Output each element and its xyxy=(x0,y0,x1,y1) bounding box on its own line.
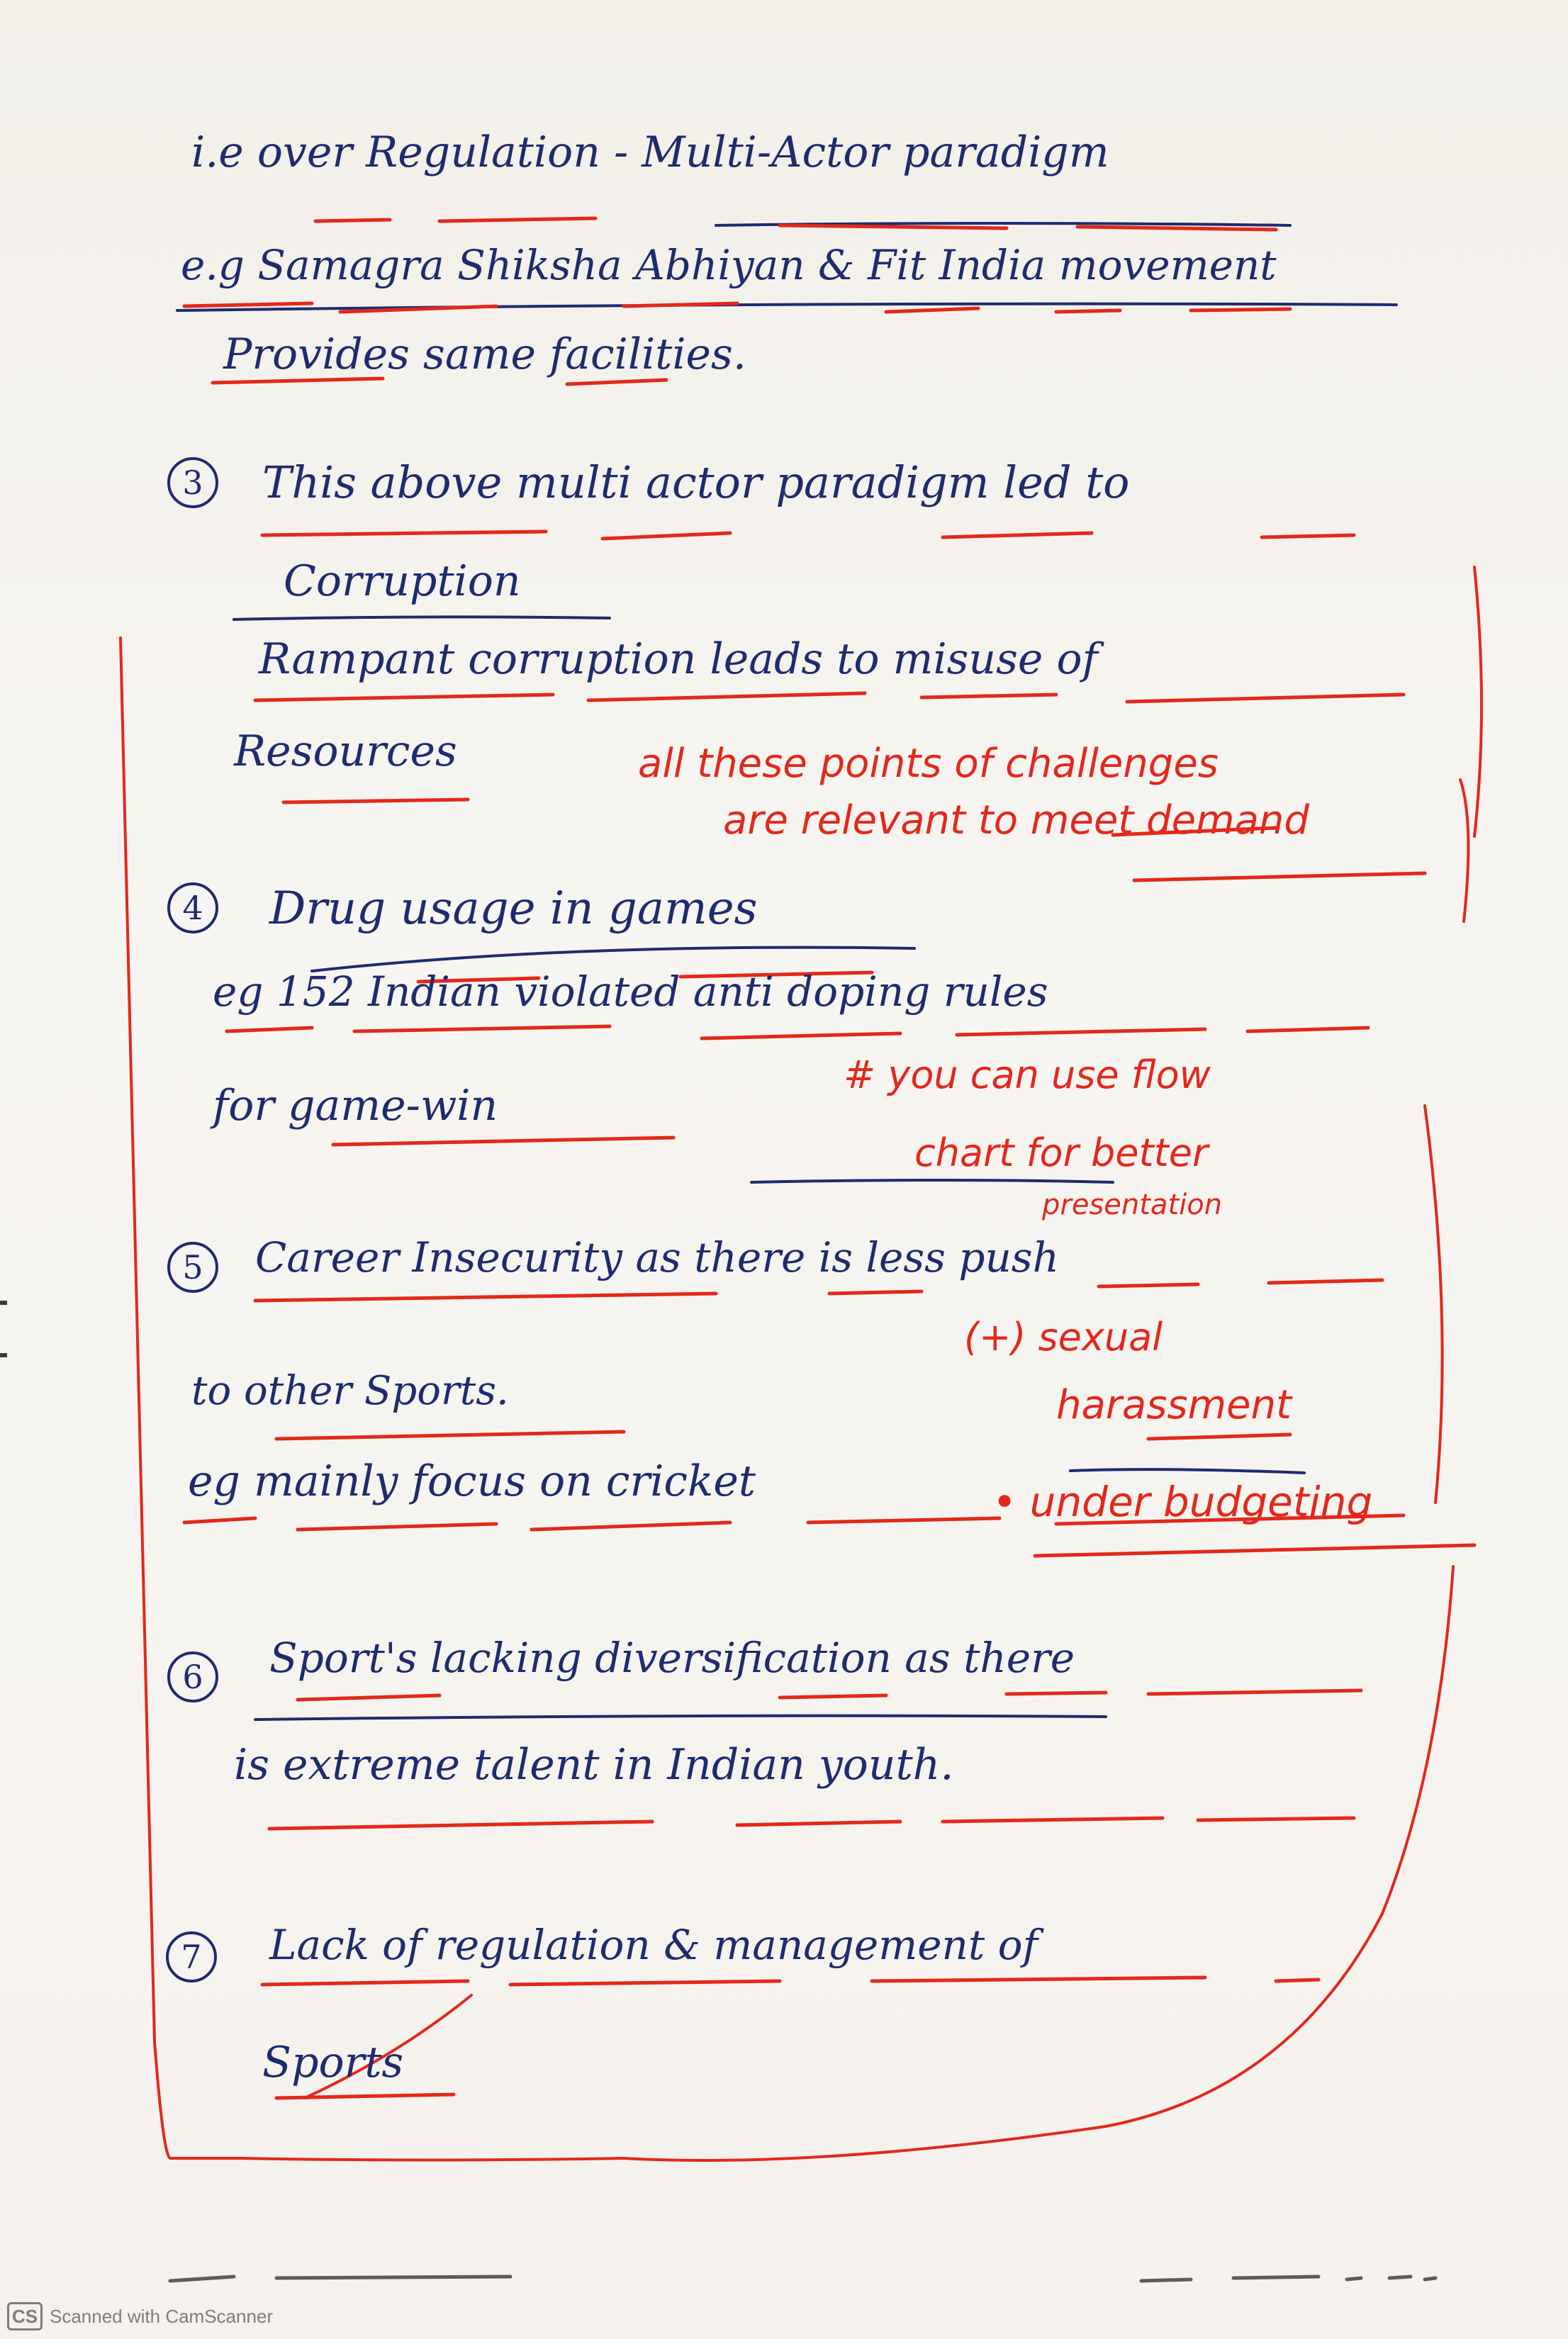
line-multi-actor-led: This above multi actor paradigm led to xyxy=(262,456,1130,508)
note-presentation: presentation xyxy=(1042,1189,1223,1221)
line-diversification: Sport's lacking diversification as there xyxy=(269,1634,1075,1682)
point-number-6: 6 xyxy=(167,1651,218,1703)
line-extreme-talent: is extreme talent in Indian youth. xyxy=(234,1740,954,1790)
line-game-win: for game-win xyxy=(213,1081,498,1131)
line-provides-facilities: Provides same facilities. xyxy=(223,330,746,379)
line-lack-regulation: Lack of regulation & management of xyxy=(269,1921,1038,1969)
camscanner-logo-icon: CS xyxy=(7,2302,43,2330)
line-sports: Sports xyxy=(262,2038,404,2087)
line-anti-doping: eg 152 Indian violated anti doping rules xyxy=(213,967,1048,1016)
note-chart-better: chart for better xyxy=(914,1131,1209,1175)
note-under-budgeting: • under budgeting xyxy=(992,1478,1373,1526)
note-relevant-demand: are relevant to meet demand xyxy=(723,797,1309,843)
scan-edge-marks xyxy=(0,1303,7,1355)
line-career-insecurity: Career Insecurity as there is less push xyxy=(255,1233,1059,1281)
note-use-flow: # you can use flow xyxy=(844,1053,1211,1097)
note-sexual: (+) sexual xyxy=(964,1315,1163,1359)
line-rampant-corruption: Rampant corruption leads to misuse of xyxy=(259,634,1098,684)
line-samagra-example: e.g Samagra Shiksha Abhiyan & Fit India movement xyxy=(181,241,1277,289)
camscanner-watermark xyxy=(7,2302,273,2330)
line-corruption-heading: Corruption xyxy=(284,556,521,606)
line-drug-usage: Drug usage in games xyxy=(269,882,758,935)
bleed-through-marks xyxy=(170,2277,1435,2281)
note-harassment: harassment xyxy=(1056,1382,1292,1428)
point-number-4: 4 xyxy=(167,882,218,933)
line-over-regulation: i.e over Regulation - Multi-Actor paradigm xyxy=(191,128,1109,177)
point-number-7: 7 xyxy=(166,1931,217,1982)
point-number-5: 5 xyxy=(167,1242,218,1293)
note-points-of-challenges: all these points of challenges xyxy=(638,741,1219,787)
line-resources: Resources xyxy=(234,727,457,776)
watermark-text: Scanned with CamScanner xyxy=(50,2305,274,2327)
line-cricket-focus: eg mainly focus on cricket xyxy=(188,1457,756,1506)
point-number-3: 3 xyxy=(167,457,218,508)
line-other-sports: to other Sports. xyxy=(191,1368,509,1414)
